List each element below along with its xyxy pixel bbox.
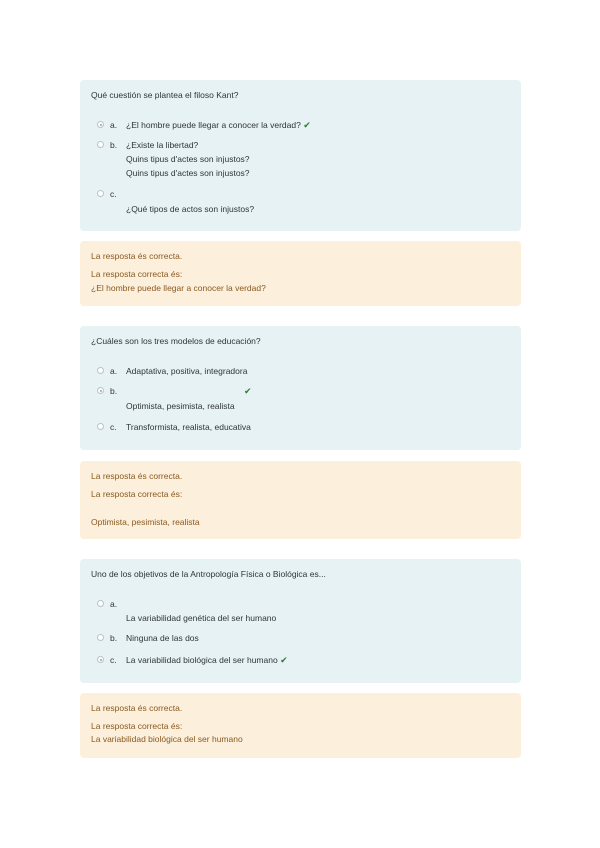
answer-option-b[interactable]	[97, 140, 397, 152]
answer-option-a[interactable]	[97, 120, 397, 132]
option-text: ¿El hombre puede llegar a conocer la verdad?	[126, 120, 301, 130]
option-letter: a.	[110, 599, 118, 609]
option-extra-line: Quins tipus d'actes son injustos?	[126, 154, 250, 164]
option-letter: b.	[110, 140, 118, 150]
question-card-1	[80, 80, 521, 231]
answer-option-c[interactable]	[97, 189, 397, 201]
feedback-status: La resposta és correcta.	[91, 703, 183, 713]
radio-button-selected[interactable]	[97, 387, 104, 394]
option-letter: c.	[110, 655, 117, 665]
radio-button[interactable]	[97, 600, 104, 607]
option-text: Adaptativa, positiva, integradora	[126, 366, 248, 376]
option-letter: c.	[110, 189, 117, 199]
option-text: Optimista, pesimista, realista	[126, 401, 235, 411]
feedback-answer: Optimista, pesimista, realista	[91, 517, 200, 527]
feedback-label: La resposta correcta és:	[91, 721, 183, 731]
option-text: Ninguna de las dos	[126, 633, 199, 643]
option-text: Transformista, realista, educativa	[126, 422, 251, 432]
answer-option-c[interactable]	[97, 655, 397, 667]
feedback-label: La resposta correcta és:	[91, 489, 183, 499]
radio-button[interactable]	[97, 634, 104, 641]
feedback-card-2	[80, 461, 521, 539]
question-card-2	[80, 326, 521, 450]
feedback-answer: La variabilidad biológica del ser humano	[91, 734, 243, 744]
option-text: ¿Qué tipos de actos son injustos?	[126, 204, 255, 214]
radio-button[interactable]	[97, 423, 104, 430]
option-text: ¿Existe la libertad?	[126, 140, 199, 150]
correct-check-icon: ✔	[303, 120, 311, 130]
feedback-answer: ¿El hombre puede llegar a conocer la verdad?	[91, 283, 266, 293]
question-text: Uno de los objetivos de la Antropología Física o Biológica es...	[91, 569, 326, 579]
feedback-card-1	[80, 241, 521, 306]
radio-button-selected[interactable]	[97, 656, 104, 663]
correct-check-icon: ✔	[280, 655, 288, 665]
option-letter: b.	[110, 386, 118, 396]
radio-button-selected[interactable]	[97, 121, 104, 128]
question-text: ¿Cuáles son los tres modelos de educación?	[91, 336, 261, 346]
answer-option-a[interactable]	[97, 599, 397, 611]
answer-option-a[interactable]	[97, 366, 397, 378]
radio-button[interactable]	[97, 367, 104, 374]
question-text: Qué cuestión se plantea el filoso Kant?	[91, 90, 239, 100]
option-extra-line: Quins tipus d'actes son injustos?	[126, 168, 250, 178]
correct-check-icon: ✔	[244, 386, 252, 396]
feedback-status: La resposta és correcta.	[91, 251, 183, 261]
option-text: La variabilidad biológica del ser humano	[126, 655, 278, 665]
answer-option-c[interactable]	[97, 422, 397, 434]
answer-option-b[interactable]	[97, 633, 397, 645]
feedback-label: La resposta correcta és:	[91, 269, 183, 279]
question-card-3	[80, 559, 521, 683]
option-letter: b.	[110, 633, 118, 643]
feedback-card-3	[80, 693, 521, 758]
option-letter: a.	[110, 120, 118, 130]
feedback-status: La resposta és correcta.	[91, 471, 183, 481]
option-letter: c.	[110, 422, 117, 432]
option-letter: a.	[110, 366, 118, 376]
option-text: La variabilidad genética del ser humano	[126, 613, 277, 623]
radio-button[interactable]	[97, 141, 104, 148]
answer-option-b[interactable]	[97, 386, 397, 398]
radio-button[interactable]	[97, 190, 104, 197]
